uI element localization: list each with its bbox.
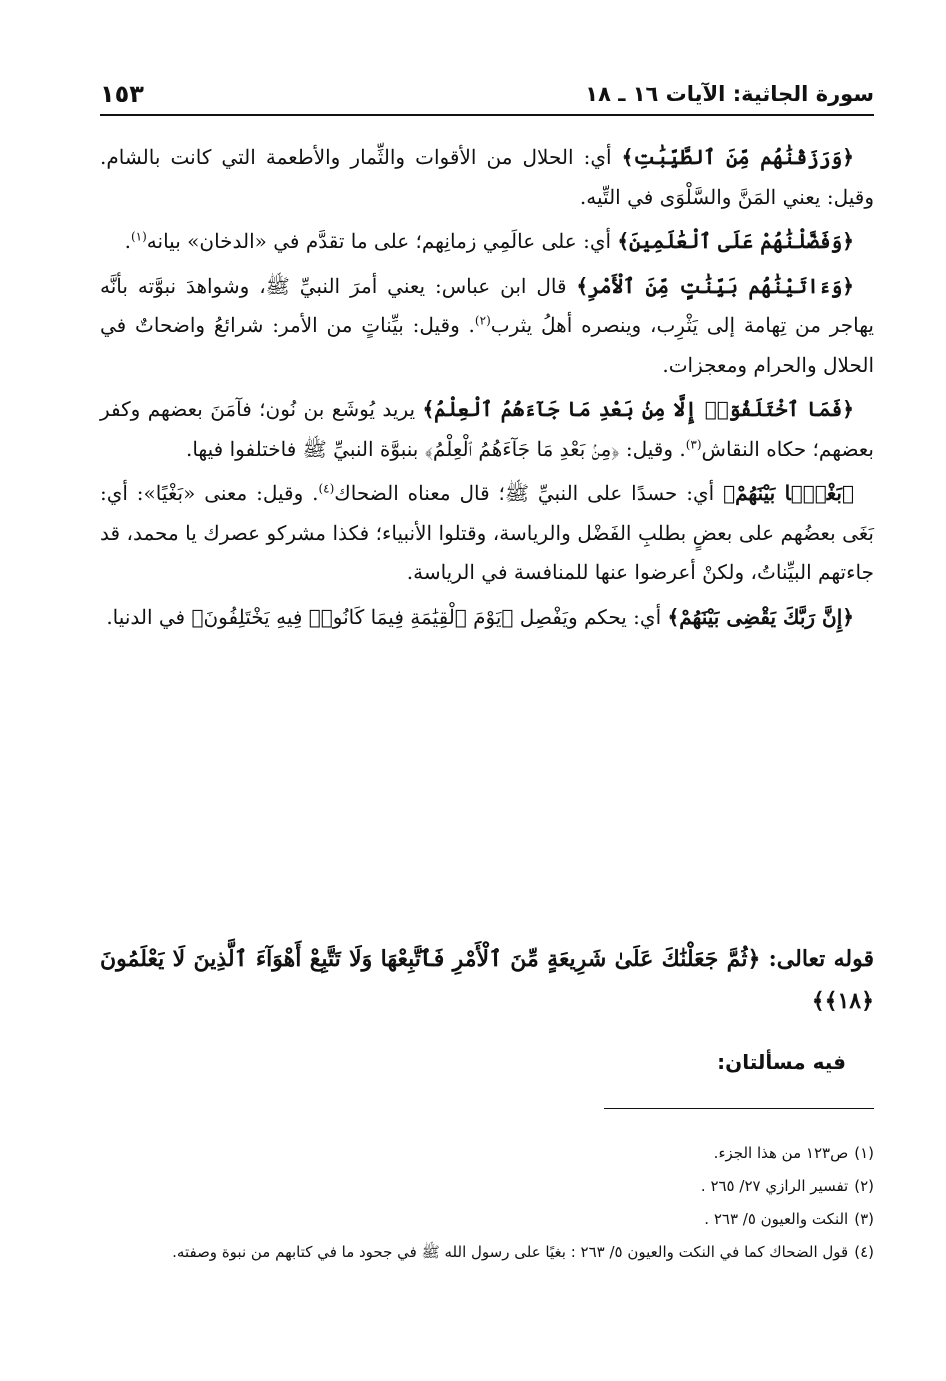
quran-quote: ﴿فَمَا ٱخْتَلَفُوٓا۟ إِلَّا مِنۢ بَعْدِ مَا جَآءَهُمُ ٱلْعِلْمُ﴾ bbox=[422, 397, 854, 421]
paragraph-tail: . وقيل: بيِّناتٍ من الأمر: شرائعُ واضحاتٌ في الحلال والحرام ومعجزات. bbox=[100, 313, 874, 377]
paragraph-tail: . bbox=[124, 229, 131, 253]
quran-quote: ﴿بَغْيًۢا بَيْنَهُمْ﴾ bbox=[723, 481, 855, 505]
paragraph-text: أي: على عالَمِي زمانِهم؛ على ما تقدَّم في «الدخان» بيانه bbox=[146, 229, 618, 253]
footnote-text: تفسير الرازي ٢٧/ ٢٦٥ . bbox=[700, 1177, 849, 1195]
paragraph bbox=[100, 267, 874, 386]
quran-quote: ﴿وَءَاتَيْنَٰهُم بَيِّنَٰتٍ مِّنَ ٱلْأَمْرِ﴾ bbox=[576, 273, 855, 298]
footnote-ref[interactable]: (٤) bbox=[318, 481, 335, 496]
footnote-number: (٤) bbox=[854, 1243, 874, 1261]
paragraph bbox=[100, 474, 874, 593]
footnote-ref[interactable]: (٣) bbox=[685, 436, 702, 451]
footnote bbox=[100, 1204, 874, 1234]
issues-heading: فيه مسألتان: bbox=[717, 1050, 846, 1074]
verse-label: قوله تعالى: bbox=[760, 946, 874, 972]
quran-quote: ﴿إِنَّ رَبَّكَ يَقْضِى بَيْنَهُمْ﴾ bbox=[667, 604, 854, 629]
quran-quote: ﴿وَفَضَّلْنَٰهُمْ عَلَى ٱلْعَٰلَمِينَ﴾ bbox=[617, 229, 854, 253]
paragraph-text: أي: يحكم ويَفْصِل ﴿يَوْمَ ٱلْقِيَٰمَةِ فِيمَا كَانُوا۟ فِيهِ يَخْتَلِفُونَ﴾ في الدنيا. bbox=[106, 604, 668, 629]
footnote-divider bbox=[604, 1108, 874, 1109]
footnote-text: ص١٢٣ من هذا الجزء. bbox=[713, 1144, 849, 1162]
footnote-ref[interactable]: (١) bbox=[130, 229, 147, 244]
paragraph-tail: . وقيل: ﴿مِنۢ بَعْدِ مَا جَآءَهُمُ ٱلْعِلْمُ﴾ بنبوَّة النبيِّ ﷺ فاختلفوا فيها. bbox=[185, 436, 686, 461]
paragraph bbox=[100, 598, 874, 638]
paragraph-text: أي: حسدًا على النبيِّ ﷺ؛ قال معناه الضحاك bbox=[334, 481, 724, 505]
quran-quote: ﴿وَرَزَقْنَٰهُم مِّنَ ٱلطَّيِّبَٰتِ﴾ bbox=[621, 145, 854, 169]
footnote-ref[interactable]: (٢) bbox=[474, 313, 491, 328]
footnote bbox=[100, 1237, 874, 1267]
paragraph-text: يريد يُوشَع بن نُون؛ فآمَنَ بعضهم وكفر بعضهم؛ حكاه النقاش bbox=[100, 397, 874, 461]
paragraph-text: قال ابن عباس: يعني أمرَ النبيِّ ﷺ، وشواهدَ نبوَّته بأنَّه يهاجر من تِهامة إلى يَثْرِب، وينصره أهلُ يثرب bbox=[100, 273, 875, 337]
page-header bbox=[100, 74, 874, 116]
paragraph-text: أي: الحلال من الأقوات والثِّمار والأطعمة التي كانت بالشام. وقيل: يعني المَنَّ والسَّلْوَى في التِّيه. bbox=[100, 145, 874, 209]
page-number: ١٥٣ bbox=[100, 80, 144, 108]
commentary-body bbox=[100, 138, 874, 642]
footnotes bbox=[100, 1138, 874, 1270]
footnote bbox=[100, 1138, 874, 1168]
paragraph-tail: . وقيل: معنى «بَغْيًا»: أي: بَغَى بعضُهم على بعضٍ بطلبِ الفَضْل والرياسة، وقتلوا الأنبياء؛ فكذا مشركو عصرك يا محمد، قد جاءتهم البيِّناتُ، ولكنْ أعرضوا عنها للمنافسة في الرياسة. bbox=[100, 481, 874, 584]
paragraph bbox=[100, 222, 874, 262]
footnote-text: النكت والعيون ٥/ ٢٦٣ . bbox=[704, 1210, 849, 1228]
paragraph bbox=[100, 138, 874, 217]
footnote-number: (٣) bbox=[854, 1210, 874, 1228]
paragraph bbox=[100, 390, 874, 469]
footnote-number: (٢) bbox=[854, 1177, 874, 1195]
running-title: سورة الجاثية: الآيات ١٦ ـ ١٨ bbox=[585, 82, 874, 106]
verse-heading bbox=[100, 938, 874, 1022]
footnote-text: قول الضحاك كما في النكت والعيون ٥/ ٢٦٣ : بغيًا على رسول الله ﷺ في جحود ما في كتابهم من نبوة وصفته. bbox=[172, 1243, 849, 1261]
verse-text: ﴿ثُمَّ جَعَلْنَٰكَ عَلَىٰ شَرِيعَةٍ مِّنَ ٱلْأَمْرِ فَٱتَّبِعْهَا وَلَا تَتَّبِعْ أَهْوَآءَ ٱلَّذِينَ لَا يَعْلَمُونَ ﴿١٨﴾﴾ bbox=[100, 946, 874, 1014]
footnote-number: (١) bbox=[854, 1144, 874, 1162]
footnote bbox=[100, 1171, 874, 1201]
